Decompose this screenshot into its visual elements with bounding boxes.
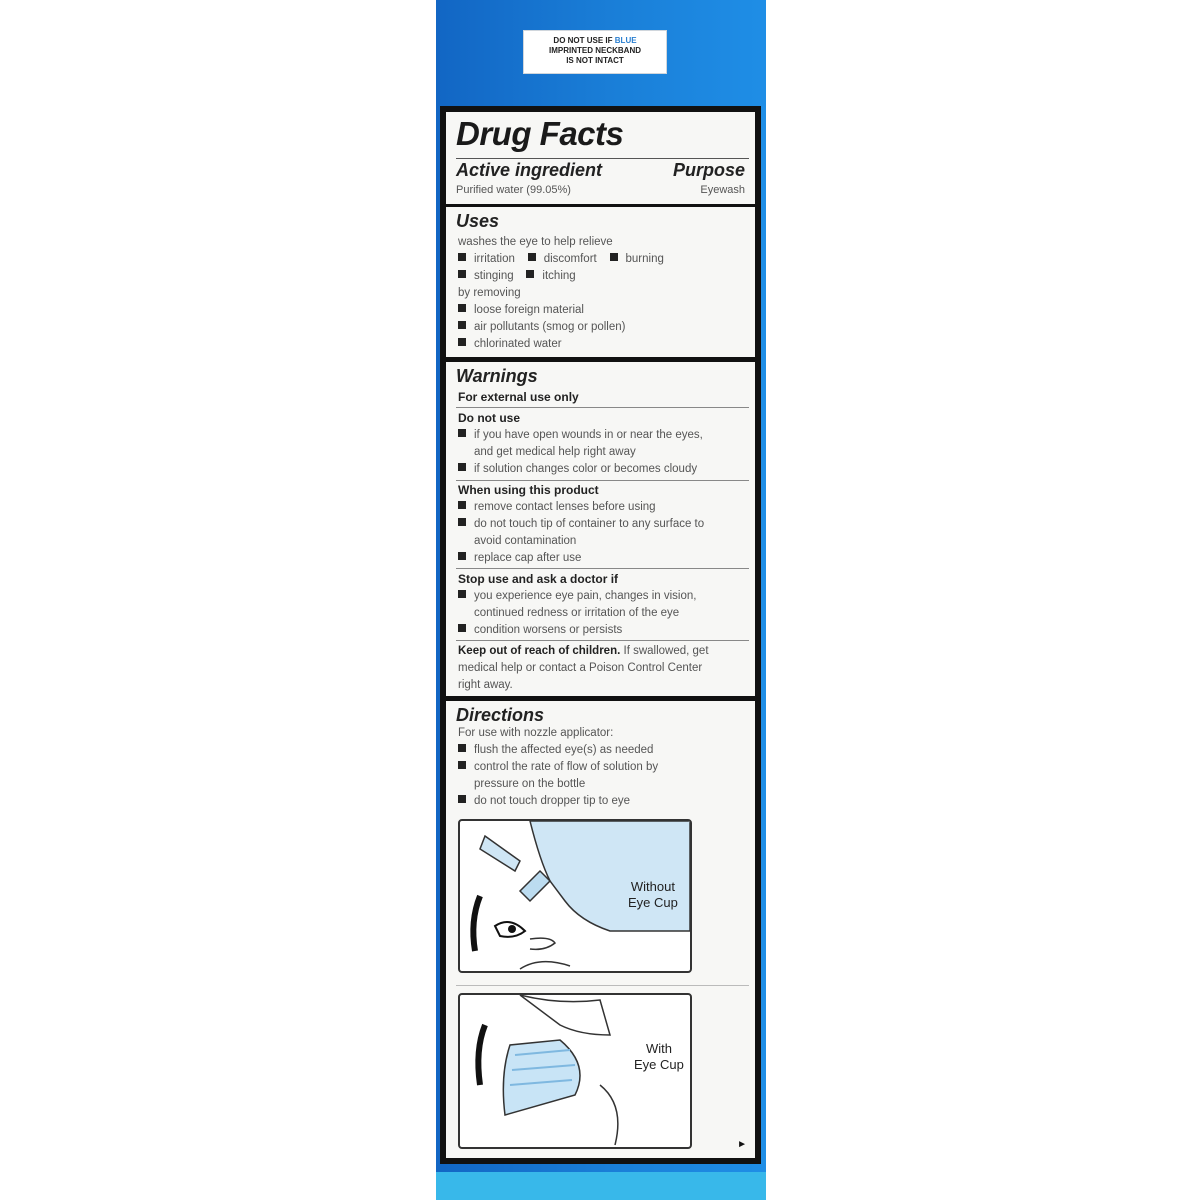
- removing-item-text: chlorinated water: [474, 338, 562, 350]
- product-box-side-panel: [436, 0, 766, 1200]
- without-eye-cup-label: [628, 879, 678, 911]
- do-not-use-header: Do not use: [458, 411, 520, 425]
- stop-use-item: [458, 622, 747, 639]
- uses-header: Uses: [456, 211, 500, 231]
- directions-item-cont: pressure on the bottle: [474, 778, 586, 790]
- bullet-icon: [458, 761, 466, 769]
- bullet-icon: [458, 590, 466, 598]
- when-using-header: When using this product: [458, 483, 599, 497]
- uses-symptoms-row-1: [458, 251, 747, 268]
- directions-item: [458, 742, 747, 759]
- keep-out-line-3: right away.: [458, 679, 513, 691]
- neckband-line-3: IS NOT INTACT: [566, 56, 624, 65]
- uses-removing-item: [458, 336, 747, 353]
- warnings-header: Warnings: [456, 366, 538, 386]
- stop-use-item: [458, 588, 747, 605]
- when-using-text: remove contact lenses before using: [474, 501, 656, 513]
- figure1-label-line2: Eye Cup: [628, 895, 678, 910]
- do-not-use-text: if solution changes color or becomes cloudy: [474, 463, 698, 475]
- warnings-panel: [446, 362, 755, 696]
- bullet-icon: [458, 518, 466, 526]
- purpose-header: Purpose: [672, 160, 745, 180]
- bullet-icon: [458, 338, 466, 346]
- when-using-item: [458, 499, 747, 516]
- directions-text: flush the affected eye(s) as needed: [474, 744, 654, 756]
- bullet-icon: [458, 463, 466, 471]
- active-ingredient-header: Active ingredient: [456, 160, 603, 180]
- directions-item: [458, 793, 747, 810]
- directions-text: do not touch dropper tip to eye: [474, 795, 630, 807]
- removing-item-text: air pollutants (smog or pollen): [474, 321, 626, 333]
- with-eye-cup-label: [634, 1041, 684, 1073]
- bullet-icon: [458, 321, 466, 329]
- box-bottom-stripe: [436, 1172, 766, 1200]
- purpose-value: Eyewash: [700, 184, 745, 196]
- symptom-itching: itching: [542, 270, 576, 282]
- when-using-text: replace cap after use: [474, 552, 582, 564]
- stop-use-text: condition worsens or persists: [474, 624, 623, 636]
- when-using-text: do not touch tip of container to any surface to: [474, 518, 705, 530]
- directions-header: Directions: [456, 705, 545, 725]
- drug-facts-header-panel: [446, 112, 755, 204]
- with-eye-cup-illustration: [458, 993, 692, 1149]
- external-use-only: For external use only: [458, 390, 579, 404]
- do-not-use-item: [458, 427, 747, 444]
- directions-text: control the rate of flow of solution by: [474, 761, 659, 773]
- without-eye-cup-illustration: [458, 819, 692, 973]
- do-not-use-item-cont: and get medical help right away: [474, 446, 636, 458]
- stop-use-item-cont: continued redness or irritation of the eye: [474, 607, 680, 619]
- stop-use-header: Stop use and ask a doctor if: [458, 572, 619, 586]
- neckband-blue-word: BLUE: [614, 36, 637, 45]
- directions-panel: [446, 701, 755, 1158]
- drug-facts-title: Drug Facts: [456, 115, 624, 152]
- uses-symptoms-row-2: [458, 268, 747, 285]
- bullet-icon: [458, 624, 466, 632]
- figure2-label-line2: Eye Cup: [634, 1057, 684, 1072]
- keep-out-line-1: [458, 643, 747, 660]
- directions-item: [458, 759, 747, 776]
- figure2-label-line1: With: [645, 1041, 672, 1056]
- do-not-use-text: if you have open wounds in or near the eyes,: [474, 429, 703, 441]
- bullet-icon: [458, 429, 466, 437]
- removing-item-text: loose foreign material: [474, 304, 584, 316]
- bullet-icon: [458, 270, 466, 278]
- bullet-icon: [528, 253, 536, 261]
- when-using-item: [458, 550, 747, 567]
- when-using-item: [458, 516, 747, 533]
- bullet-icon: [610, 253, 618, 261]
- drug-facts-frame: [440, 106, 761, 1164]
- active-ingredient-value: Purified water (99.05%): [456, 184, 571, 196]
- stop-use-text: you experience eye pain, changes in vision,: [474, 590, 697, 602]
- symptom-burning: burning: [625, 253, 664, 265]
- neckband-line-1: DO NOT USE IF: [553, 36, 613, 45]
- directions-intro: For use with nozzle applicator:: [458, 727, 614, 739]
- uses-removing-item: [458, 302, 747, 319]
- uses-removing-item: [458, 319, 747, 336]
- bullet-icon: [458, 744, 466, 752]
- keep-out-bold: Keep out of reach of children.: [458, 645, 621, 657]
- neckband-line-2: IMPRINTED NECKBAND: [549, 46, 641, 55]
- bullet-icon: [458, 501, 466, 509]
- keep-out-line-2: medical help or contact a Poison Control Center: [458, 662, 703, 674]
- bullet-icon: [458, 795, 466, 803]
- continue-arrow-icon: ►: [737, 1139, 747, 1150]
- keep-out-rest: If swallowed, get: [620, 645, 709, 657]
- symptom-discomfort: discomfort: [543, 253, 597, 265]
- figure1-label-line1: Without: [630, 879, 675, 894]
- uses-removing-intro: by removing: [458, 287, 521, 299]
- when-using-item-cont: avoid contamination: [474, 535, 577, 547]
- uses-intro: washes the eye to help relieve: [458, 236, 613, 248]
- bullet-icon: [526, 270, 534, 278]
- symptom-irritation: irritation: [474, 253, 515, 265]
- do-not-use-item: [458, 461, 747, 478]
- bullet-icon: [458, 253, 466, 261]
- bullet-icon: [458, 552, 466, 560]
- symptom-stinging: stinging: [474, 270, 514, 282]
- bullet-icon: [458, 304, 466, 312]
- uses-panel: [446, 207, 755, 357]
- neckband-warning-label: [523, 30, 667, 74]
